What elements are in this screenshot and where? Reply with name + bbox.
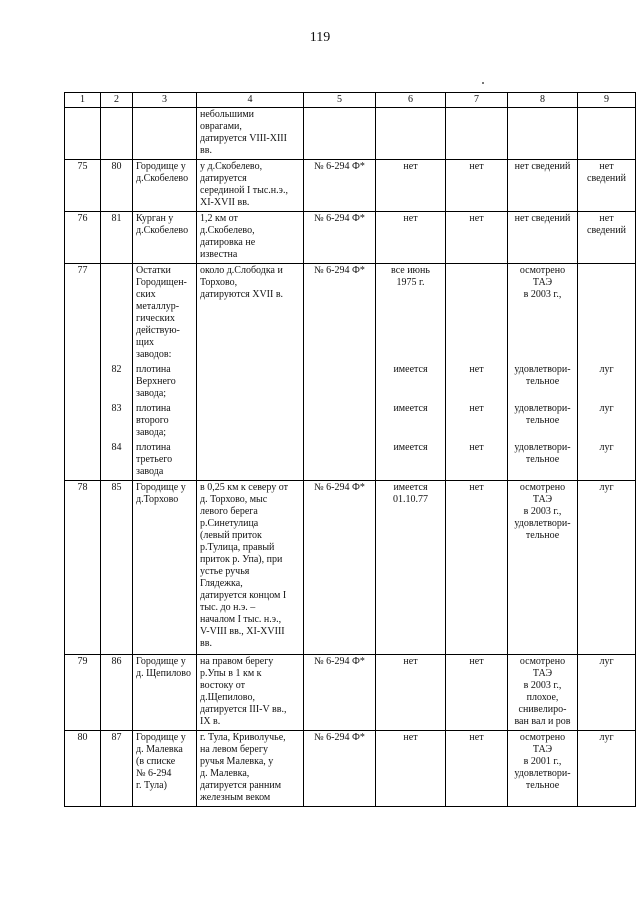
header-cell: 7 [446,93,508,108]
condition-cell: осмотрено ТАЭ в 2003 г., [519,265,566,300]
object-name: Городище у д. Щепилово [136,656,191,679]
passport-cell: имеется [393,403,428,414]
location-cell: на правом берегу р.Упы в 1 км к востоку от д.Щепилово, датируется III-V вв., IX в. [200,656,287,727]
condition-cell: осмотрено ТАЭ в 2001 г., удовлетвори- тельное [514,732,571,791]
obligation-cell: нет [469,732,484,743]
obligation-cell: нет [469,364,484,375]
usage-cell: луг [599,364,614,375]
passport-cell: имеется [393,442,428,453]
object-number: 87 [111,732,122,743]
object-name: Городище у д.Торхово [136,482,186,505]
usage-cell: луг [599,442,614,453]
obligation-cell: нет [469,656,484,667]
location-cell: г. Тула, Криволучье, на левом берегу ручья Малевка, у д. Малевка, датируется ранним железным веком [200,732,286,803]
header-cell: 2 [101,93,133,108]
condition-cell: нет сведений [514,213,571,224]
usage-cell: луг [599,403,614,414]
usage-cell: луг [599,656,614,667]
scan-dot [482,82,484,84]
header-cell: 6 [376,93,446,108]
table-row [65,731,636,807]
obligation-cell: нет [469,403,484,414]
passport-cell: нет [403,656,418,667]
condition-cell: удовлетвори- тельное [514,364,571,387]
object-name: Городище у д.Скобелево [136,161,189,184]
row-number: 75 [77,161,88,172]
usage-cell: нет сведений [587,161,626,184]
passport-cell: нет [403,213,418,224]
header-cell: 9 [578,93,636,108]
usage-cell: луг [599,482,614,493]
obligation-cell: нет [469,213,484,224]
passport-cell: имеется [393,364,428,375]
object-number: 86 [111,656,122,667]
row-number: 79 [77,656,88,667]
location-cell: 1,2 км от д.Скобелево, датировка не известна [200,213,256,260]
header-cell: 5 [304,93,376,108]
object-name: Городище у д. Малевка (в списке № 6-294 г. Тула) [136,732,186,791]
object-name: плотина второго завода; [136,403,171,438]
object-number: 85 [111,482,122,493]
object-number: 84 [111,442,122,453]
page-number: 119 [309,30,331,45]
object-number: 80 [111,161,122,172]
obligation-cell: нет [469,442,484,453]
table-row [65,160,636,212]
passport-cell: все июнь 1975 г. [391,265,430,288]
condition-cell: удовлетвори- тельное [514,403,571,426]
header-cell: 4 [197,93,304,108]
passport-cell: нет [403,732,418,743]
location-cell: небольшими оврагами, датируется VIII-XIII вв. [200,109,287,156]
document-cell: № 6-294 Ф* [314,732,365,743]
row-number: 80 [77,732,88,743]
header-cell: 1 [65,93,101,108]
location-cell: у д.Скобелево, датируется серединой I тыс.н.э., XI-XVII вв. [200,161,288,208]
document-cell: № 6-294 Ф* [314,265,365,276]
table-row [65,212,636,264]
obligation-cell: нет [469,161,484,172]
document-cell: № 6-294 Ф* [314,161,365,172]
document-cell: № 6-294 Ф* [314,656,365,667]
passport-cell: имеется 01.10.77 [393,482,428,505]
table-row [65,481,636,655]
condition-cell: осмотрено ТАЭ в 2003 г., плохое, снивелиро- ван вал и ров [514,656,571,727]
usage-cell: луг [599,732,614,743]
row-number: 78 [77,482,88,493]
header-cell: 3 [133,93,197,108]
location-cell: в 0,25 км к северу от д. Торхово, мыс левого берега р.Синетулица (левый приток р.Тулица, правый приток р. Упа), при устье ручья Глядежка, датируется концом I тыс. до н.э. – началом I тыс. н.э., V-VIII вв., XI-XVIII вв. [200,482,288,649]
object-name: Остатки Городищен- ских металлур- гических действую- щих заводов: [136,265,187,360]
document-cell: № 6-294 Ф* [314,213,365,224]
object-name: плотина Верхнего завода; [136,364,176,399]
object-name: Курган у д.Скобелево [136,213,189,236]
object-number: 82 [111,364,122,375]
location-cell: около д.Слободка и Торхово, датируются XVII в. [200,265,284,300]
condition-cell: осмотрено ТАЭ в 2003 г., удовлетвори- тельное [514,482,571,541]
row-number: 76 [77,213,88,224]
object-number: 83 [111,403,122,414]
monuments-table [64,92,636,807]
header-cell: 8 [508,93,578,108]
condition-cell: нет сведений [514,161,571,172]
passport-cell: нет [403,161,418,172]
table-row [65,108,636,160]
condition-cell: удовлетвори- тельное [514,442,571,465]
object-name: плотина третьего завода [136,442,173,477]
table-row [65,264,636,364]
table-row [65,655,636,731]
obligation-cell: нет [469,482,484,493]
usage-cell: нет сведений [587,213,626,236]
document-cell: № 6-294 Ф* [314,482,365,493]
row-number: 77 [77,265,88,276]
object-number: 81 [111,213,122,224]
header-row [65,93,636,108]
